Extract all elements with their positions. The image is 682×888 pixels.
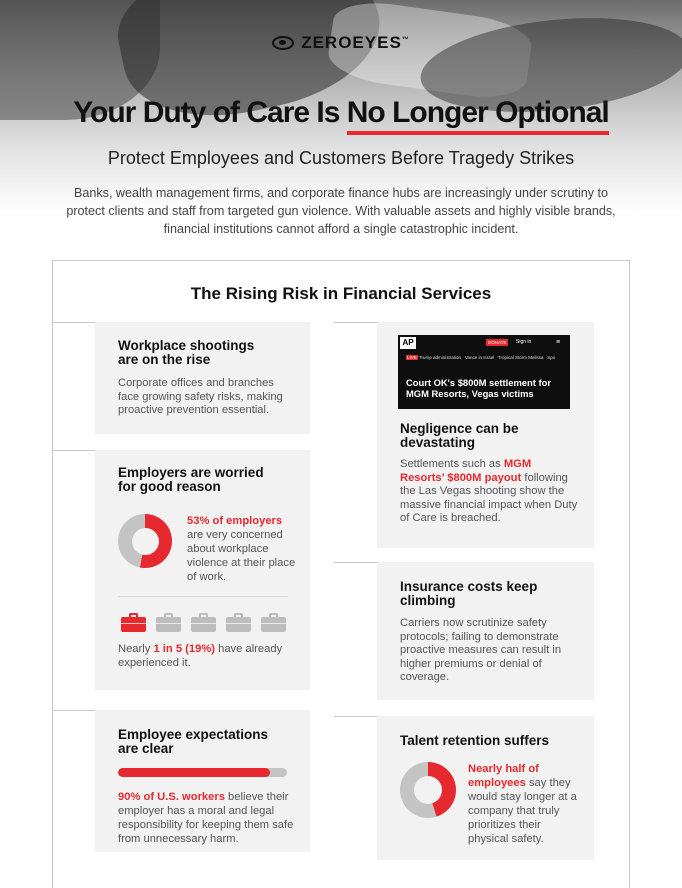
card-title: Workplace shootings are on the rise [118,338,255,367]
page-title [0,96,682,130]
card-talent-retention [377,716,594,860]
card-employee-expectations [95,710,310,852]
expectations-stat [118,790,298,846]
briefcase-icon [156,612,181,632]
news-nav-item: Trump administration [418,355,462,360]
card-body: Carriers now scrutinize safety protocols; failing to demonstrate proactive measures can result in higher premiums or denial of coverage. [400,617,562,683]
card-title: Negligence can be devastating [400,421,519,450]
footer-text: Nearly [118,643,154,655]
divider [118,596,288,597]
news-live-badge: LIVE [407,355,417,360]
news-topbar [398,335,570,351]
news-nav-item: Spo [547,355,556,360]
news-headline: Court OK's $800M settlement for MGM Resorts, Vegas victims [406,377,551,399]
briefcase-icon-row [121,612,286,632]
news-nav-item: Vance in Israel [464,355,495,360]
card-body: Corporate offices and branches face growing safety risks, making proactive prevention essential. [118,377,283,416]
card-title: Insurance costs keep climbing [400,579,538,608]
employer-footer-stat [118,643,288,670]
employer-concern-donut [118,514,172,568]
talent-retention-donut [400,762,456,818]
footer-text: have already experienced it. [118,643,283,669]
stat-text: say they would stay longer at a company that truly prioritizes their physical safety. [468,777,577,845]
stat-text: are very concerned about workplace violence at their place of work. [187,529,296,583]
card-employers-worried [95,450,310,690]
news-source-logo: AP [400,337,416,349]
briefcase-icon [226,612,251,632]
card-title: Employers are worried for good reason [118,465,264,494]
news-screenshot [398,335,570,409]
body-highlight: MGM Resorts’ $800M payout [400,458,532,484]
expectations-progress-bar [118,768,287,777]
card-title: Employee expectations are clear [118,727,269,756]
title-highlight: No Longer Optional [347,96,609,135]
briefcase-icon [121,612,146,632]
footer-highlight: 1 in 5 (19%) [153,643,215,655]
page-subtitle: Protect Employees and Customers Before Tragedy Strikes [107,148,575,168]
news-donate-button: DONATE [488,340,507,345]
news-signin-link: Sign in [516,339,532,345]
body-text: Settlements such as [400,458,504,470]
intro-paragraph: Banks, wealth management firms, and corporate finance hubs are increasingly under scrutiny to protect clients and staff from targeted gun violence. With valuable assets and highly visible brands, financial institutions cannot afford a single catastrophic incident. [66,186,616,236]
briefcase-icon [261,612,286,632]
stat-highlight: 53% of employers [187,515,283,527]
progress-fill [118,768,270,777]
logo-text: ZEROEYES [301,33,402,52]
section-title: The Rising Risk in Financial Services [190,284,492,303]
body-text: following the Las Vegas shooting show the massive financial impact when Duty of Care is breached. [400,471,578,524]
news-nav-item: Tropical Storm Melissa [497,355,544,360]
talent-stat [468,762,580,846]
card-insurance [377,562,594,700]
card-workplace-shootings [95,322,310,434]
stat-highlight: Nearly half of employees [468,763,539,789]
briefcase-icon [191,612,216,632]
stat-highlight: 90% of U.S. workers [118,791,225,803]
title-part: Your Duty of Care Is [73,96,347,129]
stat-text: believe their employer has a moral and legal responsibility for keeping them safe from unnecessary harm. [118,791,294,845]
hamburger-menu-icon: ≡ [556,339,561,346]
news-nav-row [406,355,555,360]
card-body [400,458,578,526]
employer-stat [187,514,299,584]
card-title: Talent retention suffers [400,733,550,748]
brand-logo: ZEROEYES™ [0,33,682,53]
eye-icon [272,36,294,50]
